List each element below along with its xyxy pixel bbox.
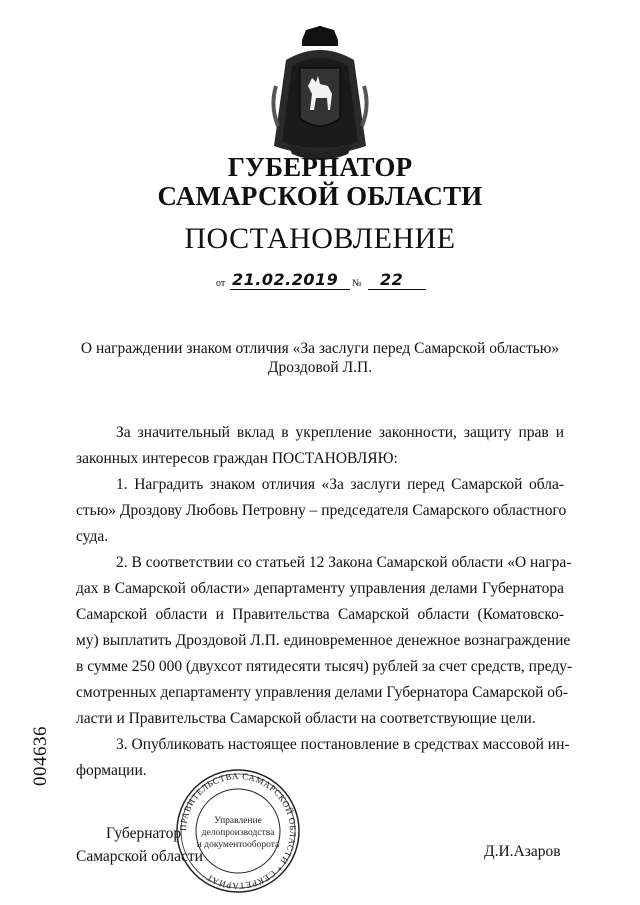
body-line: 2. В соответствии со статьей 12 Закона Самарской области «О награ-	[116, 554, 572, 571]
body-line: суда.	[76, 528, 109, 545]
handwritten-number: 22	[380, 270, 404, 289]
handwritten-date: 21.02.2019	[232, 270, 339, 289]
body-line: в сумме 250 000 (двухсот пятидесяти тысяч) рублей за счет средств, преду-	[76, 658, 573, 675]
stamp-ring-text: ПРАВИТЕЛЬСТВА САМАРСКОЙ ОБЛАСТИ * СЕКРЕТАРИАТ	[177, 770, 299, 892]
samara-coat-of-arms-icon	[268, 26, 372, 166]
stamp-center-line: и документооборота	[196, 840, 280, 850]
date-from-label: от	[216, 278, 226, 289]
body-line: Самарской области и Правительства Самарской области (Коматовско-	[76, 606, 564, 623]
document-type-title: ПОСТАНОВЛЕНИЕ	[184, 222, 456, 255]
stamp-center-line: Управление	[214, 816, 262, 826]
stamp-center-line: делопроизводства	[201, 828, 275, 838]
body-line: смотренных департаменту управления делами Губернатора Самарской об-	[76, 684, 569, 701]
number-underline	[368, 289, 426, 290]
signatory-name: Д.И.Азаров	[484, 843, 561, 860]
decree-body	[76, 420, 573, 784]
date-number-line	[214, 270, 434, 294]
number-label: №	[352, 278, 362, 289]
subject-line: Дроздовой Л.П.	[267, 359, 373, 376]
official-stamp	[172, 768, 304, 894]
header-governor: ГУБЕРНАТОР	[227, 152, 413, 182]
date-underline	[230, 289, 350, 290]
header-region: САМАРСКОЙ ОБЛАСТИ	[157, 181, 483, 211]
body-line: дах в Самарской области» департаменту управления делами Губернатора	[76, 580, 564, 597]
body-line: формации.	[76, 762, 147, 779]
body-line: ласти и Правительства Самарской области на соответствующие цели.	[76, 710, 536, 727]
body-line: му) выплатить Дроздовой Л.П. единовременное денежное вознаграждение	[76, 632, 571, 649]
serial-number: 004636	[30, 726, 51, 786]
body-line: 3. Опубликовать настоящее постановление в средствах массовой ин-	[116, 736, 570, 753]
position-line: Губернатор	[106, 825, 182, 842]
subject-line: О награждении знаком отличия «За заслуги перед Самарской областью»	[80, 340, 560, 357]
body-line: законных интересов граждан ПОСТАНОВЛЯЮ:	[76, 450, 398, 467]
body-line: 1. Наградить знаком отличия «За заслуги перед Самарской обла-	[116, 476, 564, 493]
decree-subject	[60, 339, 580, 377]
body-line: За значительный вклад в укрепление законности, защиту прав и	[116, 424, 564, 441]
body-line: стью» Дроздову Любовь Петровну – председателя Самарского областного	[76, 502, 567, 519]
position-line: Самарской области	[76, 848, 203, 865]
